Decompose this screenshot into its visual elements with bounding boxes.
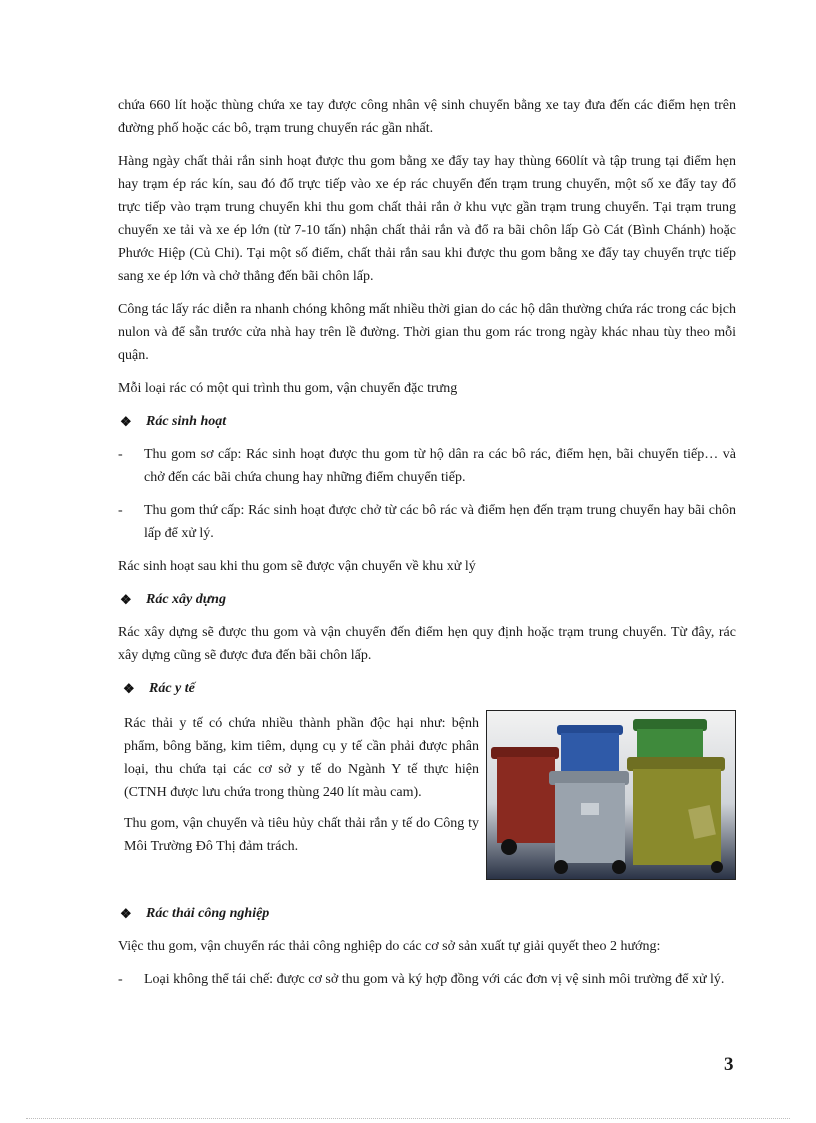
list-item xyxy=(118,968,736,991)
heading-text: Rác thải công nghiệp xyxy=(146,906,270,921)
dash-bullet: - xyxy=(118,503,123,518)
diamond-bullet-icon: ❖ xyxy=(123,681,135,696)
medical-waste-block xyxy=(118,710,736,880)
paragraph-2: Hàng ngày chất thải rắn sinh hoạt được thu gom bằng xe đẩy tay hay thùng 660lít và tập trung tại điểm hẹn hay trạm ép rác kín, sau đó đổ trực tiếp vào xe ép rác chuyển đến trạm trung chuyển, một số xe đẩy tay đổ trực tiếp vào trạm trung chuyển khi thu gom chất thải rắn ở khu vực gần trạm trung chuyển. Tại trạm trung chuyển xe tải và xe ép lớn (từ 7-10 tấn) nhận chất thải rắn và đổ ra bãi chôn lấp Gò Cát (Bình Chánh) hoặc Phước Hiệp (Củ Chi). Tại một số điểm, chất thải rắn sau khi được thu gom bằng xe đẩy tay chuyển trực tiếp sang xe ép lớn và chở thẳng đến bãi chôn lấp. xyxy=(118,154,736,284)
paragraph-1: chứa 660 lít hoặc thùng chứa xe tay được công nhân vệ sinh chuyển bằng xe tay đưa đến các điểm hẹn trên đường phố hoặc các bô, trạm trung chuyển rác gần nhất. xyxy=(118,98,736,136)
document-body xyxy=(118,94,736,1001)
paragraph-y-te-1: Rác thải y tế có chứa nhiều thành phần độc hại như: bệnh phẩm, bông băng, kim tiêm, dụng cụ y tế cần phải được phân loại, thu chứa tại các cơ sở y tế do Ngành Y tế thực hiện (CTNH được lưu chứa trong thùng 240 lít màu cam). xyxy=(124,716,479,800)
paragraph-y-te-2: Thu gom, vận chuyển và tiêu hủy chất thải rắn y tế do Công ty Môi Trường Đô Thị đảm trách. xyxy=(124,816,479,854)
paragraph-cong-nghiep: Việc thu gom, vận chuyển rác thải công nghiệp do các cơ sở sản xuất tự giải quyết theo 2 hướng: xyxy=(118,939,661,954)
footer-divider xyxy=(26,1118,790,1119)
dash-bullet: - xyxy=(118,447,123,462)
heading-text: Rác y tế xyxy=(149,681,195,696)
list-item-text: Thu gom thứ cấp: Rác sinh hoạt được chở từ các bô rác và điểm hẹn đến trạm trung chuyển hay bãi chôn lấp để xử lý. xyxy=(144,503,736,541)
diamond-bullet-icon: ❖ xyxy=(120,906,132,921)
medical-waste-text xyxy=(118,710,479,866)
paragraph-xay-dung: Rác xây dựng sẽ được thu gom và vận chuyển đến điểm hẹn quy định hoặc trạm trung chuyển. Từ đây, rác xây dựng cũng sẽ được đưa đến bãi chôn lấp. xyxy=(118,625,736,663)
heading-rac-y-te xyxy=(123,677,736,700)
list-item-text: Loại không thể tái chế: được cơ sở thu gom và ký hợp đồng với các đơn vị vệ sinh môi trường để xử lý. xyxy=(144,972,725,987)
list-item-text: Thu gom sơ cấp: Rác sinh hoạt được thu gom từ hộ dân ra các bô rác, điểm hẹn, bãi chuyển tiếp… và chở đến các bãi chứa chung hay những điểm chuyển tiếp. xyxy=(144,447,736,485)
dash-bullet: - xyxy=(118,972,123,987)
heading-rac-thai-cong-nghiep xyxy=(120,902,736,925)
paragraph-4: Mỗi loại rác có một qui trình thu gom, vận chuyển đặc trưng xyxy=(118,381,458,396)
wheelie-bins-photo xyxy=(486,710,736,880)
heading-text: Rác sinh hoạt xyxy=(146,414,227,429)
diamond-bullet-icon: ❖ xyxy=(120,414,132,429)
heading-rac-sinh-hoat xyxy=(120,410,736,433)
heading-rac-xay-dung xyxy=(120,588,736,611)
page-number: 3 xyxy=(724,1054,734,1075)
list-item xyxy=(118,443,736,489)
paragraph-sinh-hoat-after: Rác sinh hoạt sau khi thu gom sẽ được vận chuyển về khu xử lý xyxy=(118,559,476,574)
wheelie-bins-icon xyxy=(487,711,735,879)
list-item xyxy=(118,499,736,545)
diamond-bullet-icon: ❖ xyxy=(120,592,132,607)
paragraph-3: Công tác lấy rác diễn ra nhanh chóng không mất nhiều thời gian do các hộ dân thường chứa rác trong các bịch nulon và để sẵn trước cửa nhà hay trên lề đường. Thời gian thu gom rác trong ngày khác nhau tùy theo mỗi quận. xyxy=(118,302,736,363)
heading-text: Rác xây dựng xyxy=(146,592,226,607)
